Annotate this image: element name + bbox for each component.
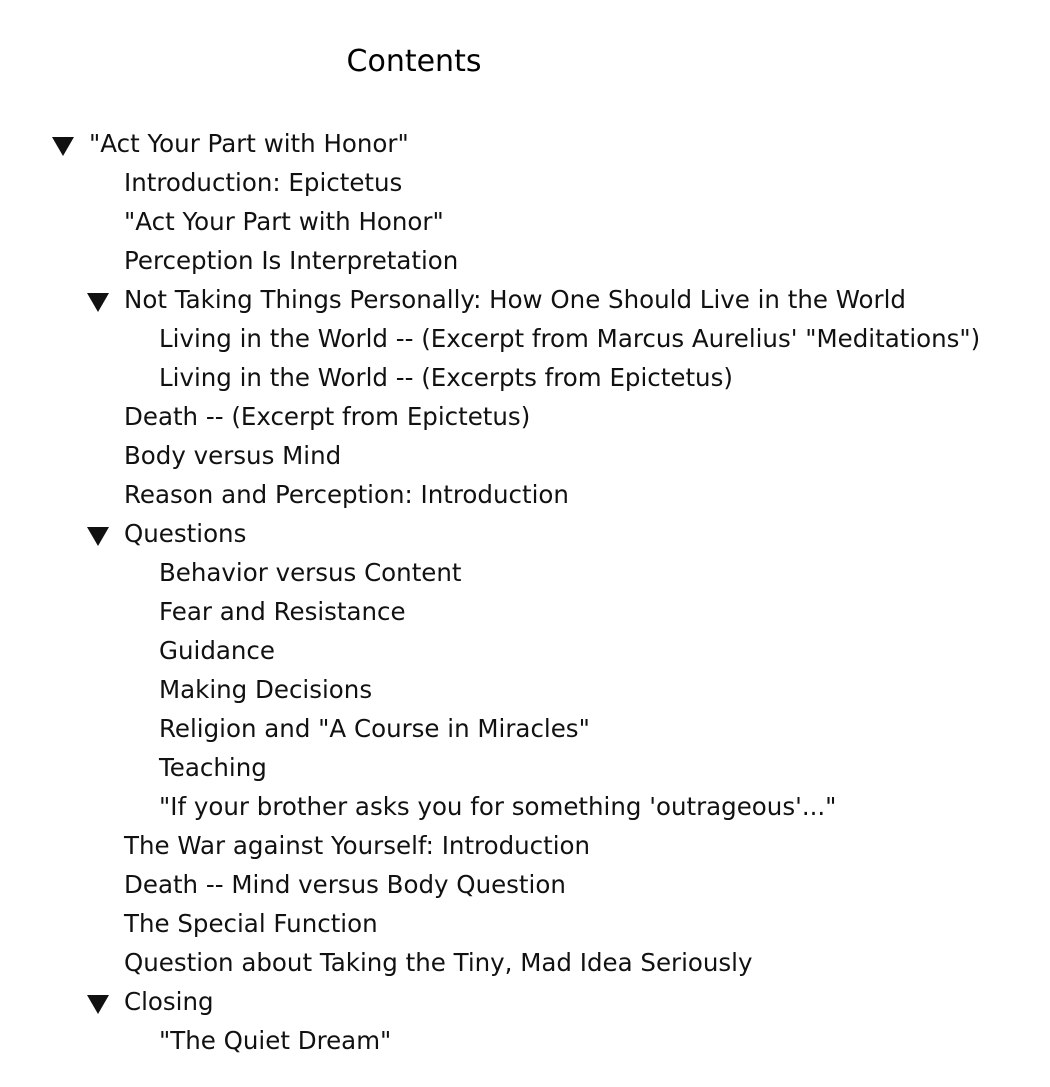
- toc-entry-label: Making Decisions: [159, 675, 373, 704]
- toc-entry[interactable]: [0, 319, 1050, 358]
- toc-entry[interactable]: [0, 163, 1050, 202]
- toc-entry[interactable]: [0, 475, 1050, 514]
- toc-entry-label: Introduction: Epictetus: [124, 168, 403, 197]
- toc-entry-label: Body versus Mind: [124, 441, 342, 470]
- toc-entry-label: Questions: [124, 519, 247, 548]
- toc-entry-label: "Act Your Part with Honor": [124, 207, 444, 236]
- toc-entry[interactable]: [0, 553, 1050, 592]
- toc-entry[interactable]: [0, 241, 1050, 280]
- contents-title: Contents: [346, 44, 482, 79]
- toc-entry[interactable]: [0, 904, 1050, 943]
- toc-entry[interactable]: [0, 670, 1050, 709]
- table-of-contents: [0, 124, 1050, 1060]
- triangle-down-icon[interactable]: [52, 137, 74, 156]
- toc-entry[interactable]: [0, 592, 1050, 631]
- toc-section[interactable]: [0, 124, 1050, 163]
- toc-entry[interactable]: [0, 358, 1050, 397]
- toc-entry-label: "The Quiet Dream": [159, 1026, 392, 1055]
- toc-entry[interactable]: [0, 748, 1050, 787]
- toc-entry[interactable]: [0, 865, 1050, 904]
- toc-entry[interactable]: [0, 826, 1050, 865]
- toc-entry-label: Religion and "A Course in Miracles": [159, 714, 590, 743]
- triangle-down-icon[interactable]: [87, 527, 109, 546]
- toc-section[interactable]: [0, 982, 1050, 1021]
- toc-entry-label: Reason and Perception: Introduction: [124, 480, 569, 509]
- toc-entry-label: Death -- Mind versus Body Question: [124, 870, 566, 899]
- toc-entry-label: The War against Yourself: Introduction: [124, 831, 591, 860]
- toc-section[interactable]: [0, 280, 1050, 319]
- toc-entry-label: Behavior versus Content: [159, 558, 462, 587]
- toc-entry-label: Living in the World -- (Excerpts from Epictetus): [159, 363, 733, 392]
- toc-entry[interactable]: [0, 436, 1050, 475]
- toc-entry[interactable]: [0, 787, 1050, 826]
- triangle-down-icon[interactable]: [87, 995, 109, 1014]
- triangle-down-icon[interactable]: [87, 293, 109, 312]
- toc-section[interactable]: [0, 514, 1050, 553]
- toc-entry-label: The Special Function: [124, 909, 378, 938]
- toc-entry-label: Living in the World -- (Excerpt from Marcus Aurelius' "Meditations"): [159, 324, 981, 353]
- toc-entry[interactable]: [0, 397, 1050, 436]
- toc-entry-label: Guidance: [159, 636, 275, 665]
- toc-entry-label: Death -- (Excerpt from Epictetus): [124, 402, 531, 431]
- toc-entry[interactable]: [0, 631, 1050, 670]
- toc-entry-label: Question about Taking the Tiny, Mad Idea Seriously: [124, 948, 753, 977]
- toc-entry[interactable]: [0, 1021, 1050, 1060]
- toc-entry-label: Closing: [124, 987, 214, 1016]
- toc-entry-label: "If your brother asks you for something 'outrageous'...": [159, 792, 837, 821]
- toc-entry-label: Perception Is Interpretation: [124, 246, 459, 275]
- toc-entry-label: Teaching: [159, 753, 267, 782]
- toc-entry-label: Fear and Resistance: [159, 597, 406, 626]
- toc-entry-label: "Act Your Part with Honor": [89, 129, 409, 158]
- toc-entry-label: Not Taking Things Personally: How One Should Live in the World: [124, 285, 906, 314]
- toc-entry[interactable]: [0, 202, 1050, 241]
- toc-entry[interactable]: [0, 943, 1050, 982]
- toc-entry[interactable]: [0, 709, 1050, 748]
